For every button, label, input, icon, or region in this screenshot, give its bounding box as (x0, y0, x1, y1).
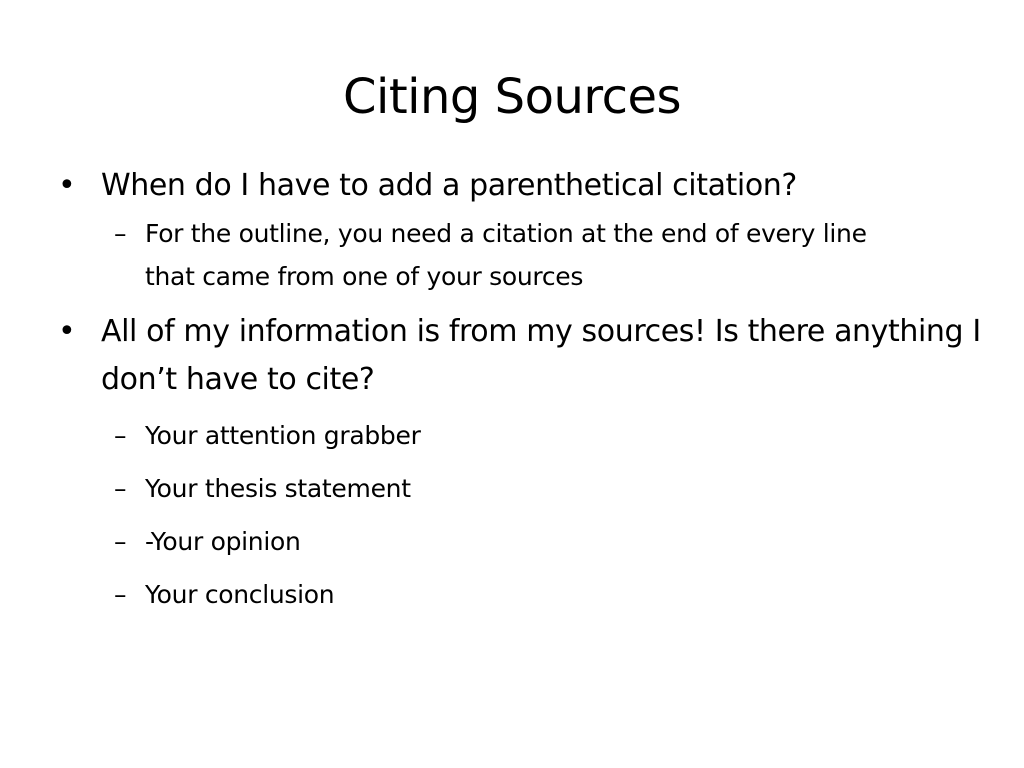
sub-bullet-text: For the outline, you need a citation at the end of every line that came from one of your sources (145, 219, 867, 291)
dash-marker: – (114, 527, 127, 556)
sub-bullet-text: Your attention grabber (145, 421, 421, 450)
sub-bullet-item (56, 414, 976, 457)
bullet-text: All of my information is from my sources! Is there anything I don’t have to cite? (101, 314, 981, 397)
bullet-marker: • (58, 314, 76, 349)
sub-bullet-text: -Your opinion (145, 527, 301, 556)
sub-bullet-item (56, 573, 976, 616)
dash-marker: – (114, 580, 127, 609)
slide-body (56, 162, 981, 616)
slide-title: Citing Sources (342, 69, 682, 125)
sub-bullet-item (56, 212, 905, 298)
bullet-item (56, 162, 976, 210)
dash-marker: – (114, 474, 127, 503)
dash-marker: – (114, 421, 127, 450)
sub-bullet-item (56, 467, 976, 510)
sub-bullet-text: Your thesis statement (145, 474, 411, 503)
bullet-marker: • (58, 168, 76, 203)
sub-bullet-text: Your conclusion (145, 580, 335, 609)
bullet-text: When do I have to add a parenthetical citation? (101, 168, 797, 203)
bullet-item (56, 308, 981, 404)
dash-marker: – (114, 219, 127, 248)
sub-bullet-item (56, 520, 976, 563)
